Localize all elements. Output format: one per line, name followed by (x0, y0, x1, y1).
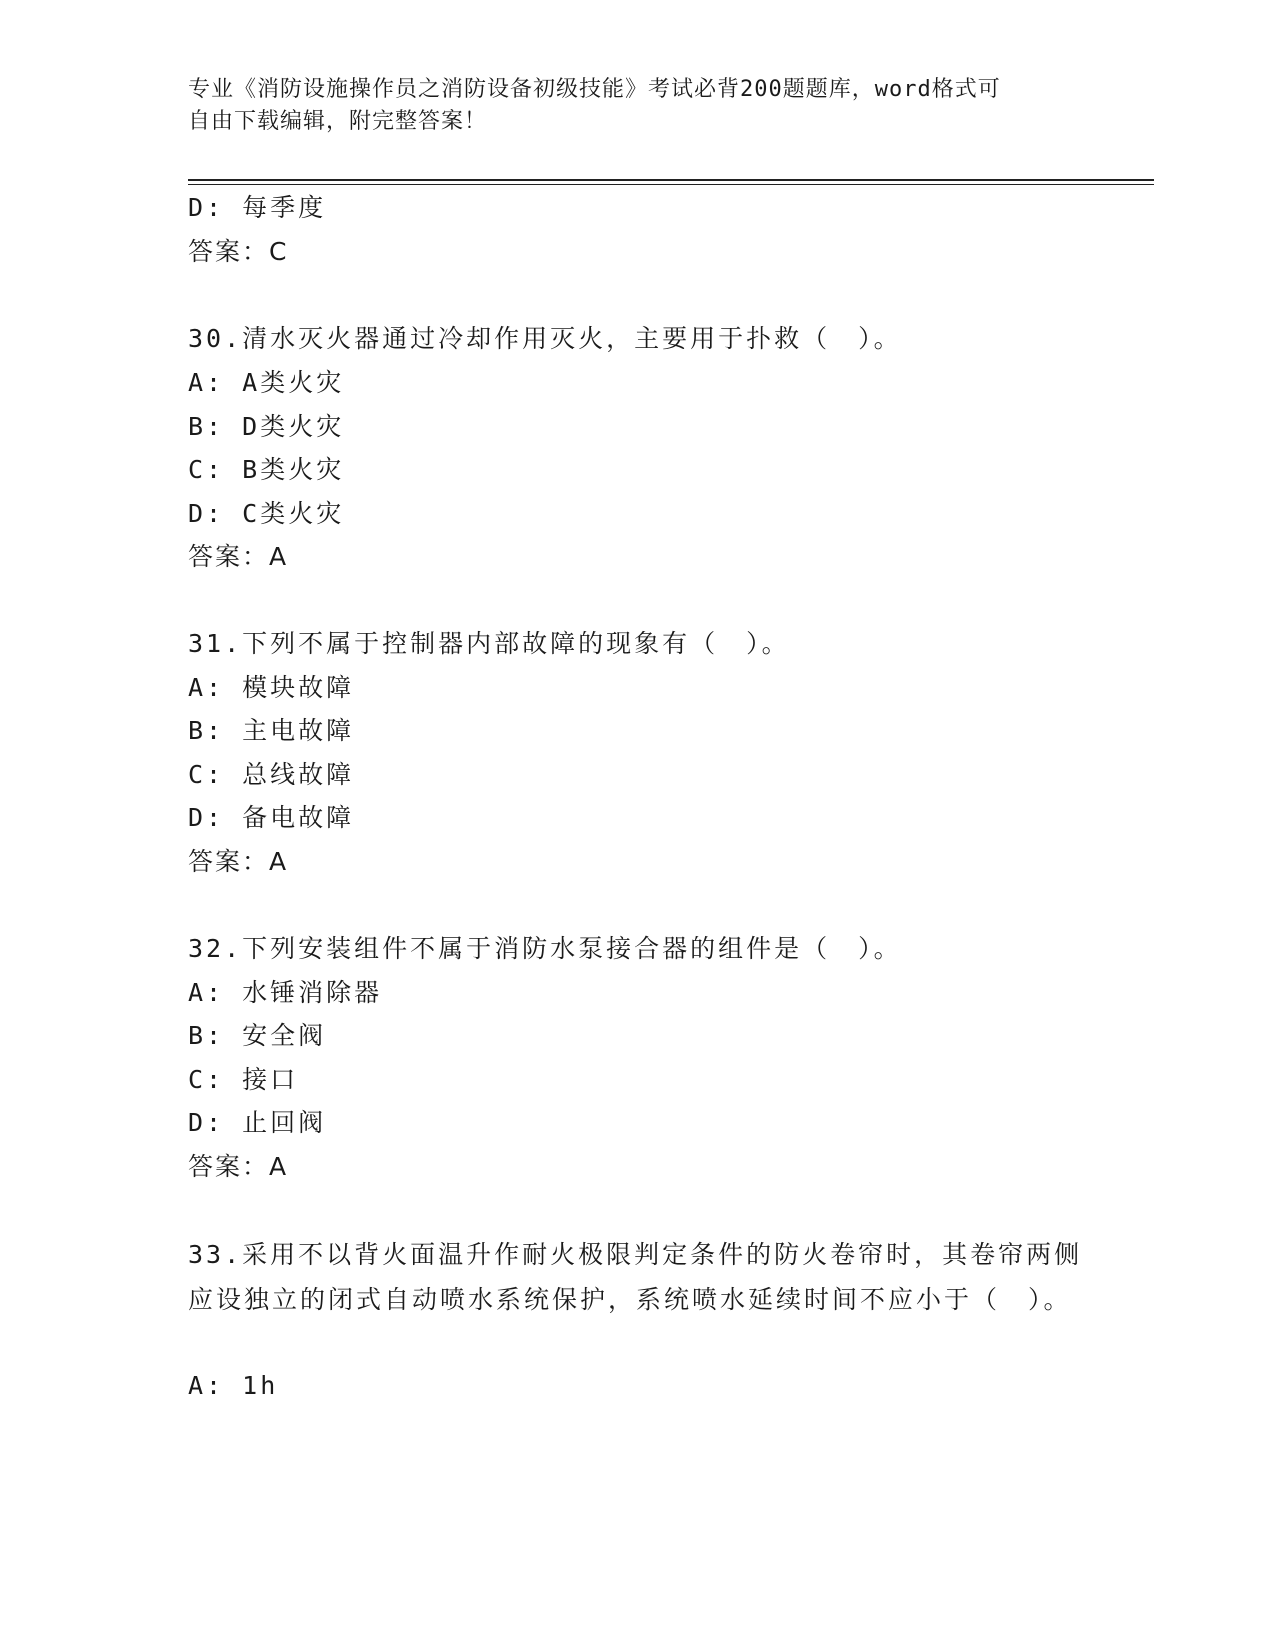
header-line-1: 专业《消防设施操作员之消防设备初级技能》考试必背200题题库，word格式可 (188, 77, 1001, 102)
question-31-option-b: B: 主电故障 (188, 716, 355, 745)
question-32-option-a: A: 水锤消除器 (188, 978, 383, 1007)
header-line-2: 自由下载编辑，附完整答案！ (188, 109, 488, 134)
question-32-answer: 答案：A (188, 1152, 289, 1181)
question-30-option-c: C: B类火灾 (188, 455, 345, 484)
question-30-answer: 答案：A (188, 542, 289, 571)
question-32-stem: 32.下列安装组件不属于消防水泵接合器的组件是（ ）。 (188, 934, 902, 963)
header-divider-thick (188, 179, 1154, 181)
question-33-option-a: A: 1h (188, 1371, 279, 1400)
question-32-option-c: C: 接口 (188, 1065, 299, 1094)
question-32-option-d: D: 止回阀 (188, 1108, 327, 1137)
question-30-option-a: A: A类火灾 (188, 368, 345, 397)
question-31-stem: 31.下列不属于控制器内部故障的现象有（ ）。 (188, 629, 790, 658)
question-32-option-b: B: 安全阀 (188, 1021, 327, 1050)
question-33-stem: 33.采用不以背火面温升作耐火极限判定条件的防火卷帘时，其卷帘两侧应设独立的闭式自动喷水系统保护，系统喷水延续时间不应小于（ ）。 (188, 1240, 1083, 1314)
question-31-option-a: A: 模块故障 (188, 673, 355, 702)
header-divider-thin (188, 184, 1154, 185)
question-30-option-b: B: D类火灾 (188, 412, 345, 441)
question-31-option-d: D: 备电故障 (188, 803, 355, 832)
prev-answer: 答案：C (188, 237, 289, 266)
question-30-stem: 30.清水灭火器通过冷却作用灭火，主要用于扑救（ ）。 (188, 324, 902, 353)
prev-option-d: D: 每季度 (188, 193, 327, 222)
document-header (188, 74, 1068, 138)
question-30-option-d: D: C类火灾 (188, 499, 345, 528)
question-31-answer: 答案：A (188, 847, 289, 876)
question-31-option-c: C: 总线故障 (188, 760, 355, 789)
